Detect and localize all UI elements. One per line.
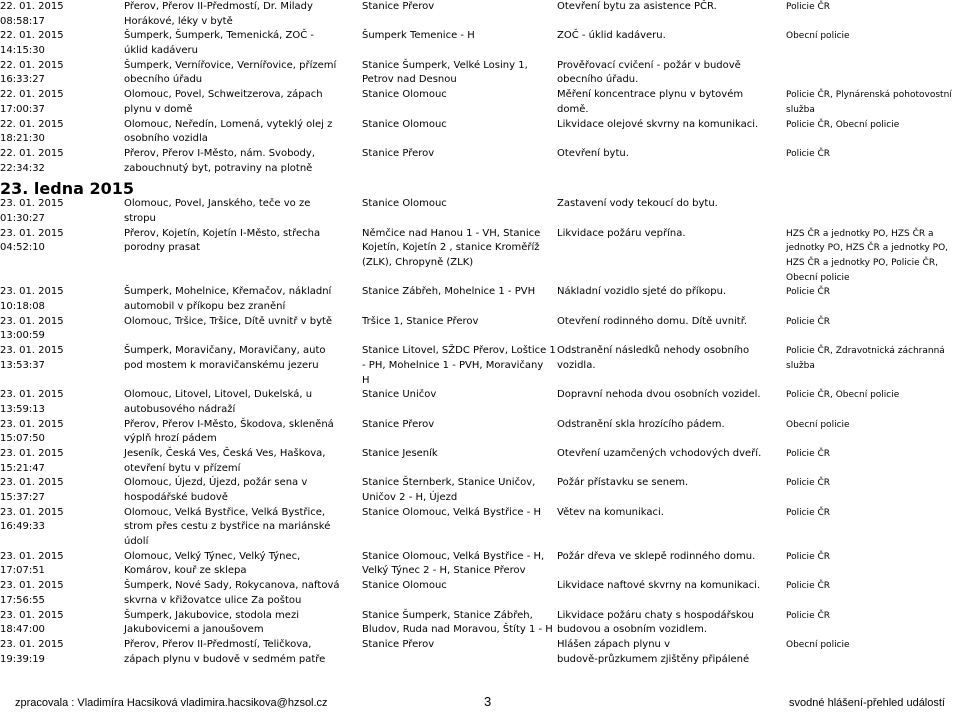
incident-location-line: automobil v příkopu bez zranění <box>124 301 286 313</box>
cooperating-agencies-line: Policie ČR <box>786 148 830 159</box>
cooperating-agencies-line: Policie ČR <box>786 287 830 298</box>
event-description <box>557 344 786 388</box>
incident-location <box>124 118 362 147</box>
incident-time: 14:15:30 <box>0 45 45 57</box>
incident-datetime <box>0 418 124 447</box>
event-description <box>557 638 786 667</box>
incident-row <box>0 418 960 447</box>
incident-location-line: autobusového nádraží <box>124 403 236 415</box>
incident-datetime <box>0 197 124 226</box>
responding-units <box>362 118 557 147</box>
event-description-line: Větev na komunikaci. <box>557 506 664 518</box>
incident-location-line: Přerov, Přerov II-Předmostí, Dr. Milady <box>124 1 313 12</box>
incident-location <box>124 285 362 314</box>
incident-datetime <box>0 88 124 117</box>
incident-row <box>0 88 960 117</box>
incident-row <box>0 227 960 286</box>
day-heading: 23. ledna 2015 <box>0 179 134 199</box>
incident-time: 04:52:10 <box>0 242 45 254</box>
incident-time: 17:56:55 <box>0 594 45 606</box>
incident-location-line: výplň hrozí pádem <box>124 433 217 445</box>
incident-datetime <box>0 638 124 667</box>
incident-datetime <box>0 227 124 286</box>
incident-location-line: Olomouc, Velký Týnec, Velký Týnec, <box>124 550 301 562</box>
cooperating-agencies-line: Policie ČR <box>786 478 830 489</box>
event-description <box>557 227 786 286</box>
responding-units-line: Stanice Šumperk, Stanice Zábřeh, <box>362 609 533 621</box>
responding-units <box>362 418 557 447</box>
incident-datetime <box>0 315 124 344</box>
responding-units <box>362 388 557 417</box>
event-description <box>557 29 786 58</box>
incident-location <box>124 59 362 88</box>
incident-row <box>0 476 960 505</box>
incident-time: 13:59:13 <box>0 403 45 415</box>
incident-location <box>124 550 362 579</box>
event-description <box>557 118 786 147</box>
incident-date: 23. 01. 2015 <box>0 447 64 459</box>
incident-location-line: Olomouc, Újezd, Újezd, požár sena v <box>124 477 308 489</box>
cooperating-agencies <box>786 550 960 579</box>
incident-datetime <box>0 476 124 505</box>
responding-units <box>362 88 557 117</box>
incident-location-line: Horákové, léky v bytě <box>124 15 233 27</box>
event-description-line: Likvidace naftové skvrny na komunikaci. <box>557 580 761 592</box>
incident-location-line: pod mostem k moravičanskému jezeru <box>124 359 319 371</box>
incident-location <box>124 476 362 505</box>
responding-units <box>362 59 557 88</box>
incident-time: 16:49:33 <box>0 521 45 533</box>
event-description <box>557 285 786 314</box>
incident-location-line: Olomouc, Povel, Schweitzerova, zápach <box>124 89 323 101</box>
incident-row <box>0 0 960 29</box>
incident-location-line: Olomouc, Velká Bystřice, Velká Bystřice, <box>124 506 326 518</box>
incident-date: 23. 01. 2015 <box>0 315 64 327</box>
incident-location <box>124 609 362 638</box>
incident-time: 01:30:27 <box>0 212 45 224</box>
incident-row <box>0 550 960 579</box>
cooperating-agencies <box>786 0 960 29</box>
incident-time: 13:00:59 <box>0 330 45 342</box>
responding-units-line: Stanice Olomouc <box>362 89 447 101</box>
incident-location-line: plynu v domě <box>124 103 193 115</box>
event-description-line: budově-průzkumem zjištěny připálené <box>557 653 750 665</box>
incident-row <box>0 285 960 314</box>
event-description-line: domě. <box>557 103 589 115</box>
responding-units-line: Stanice Olomouc <box>362 118 447 130</box>
cooperating-agencies <box>786 88 960 117</box>
cooperating-agencies-line: Policie ČR <box>786 551 830 562</box>
incident-location <box>124 638 362 667</box>
incident-location-line: Olomouc, Povel, Janského, teče vo ze <box>124 198 311 210</box>
incident-table-22-january <box>0 0 960 176</box>
event-description-line: Otevření bytu. <box>557 147 629 159</box>
incident-date: 23. 01. 2015 <box>0 389 64 401</box>
cooperating-agencies-line: Policie ČR, Zdravotnická záchranná <box>786 346 945 357</box>
incident-row <box>0 638 960 667</box>
cooperating-agencies <box>786 506 960 550</box>
footer-author: zpracovala : Vladimíra Hacsiková vladimira.hacsikova@hzsol.cz <box>15 697 328 709</box>
incident-row <box>0 29 960 58</box>
incident-row <box>0 579 960 608</box>
responding-units <box>362 638 557 667</box>
incident-location-line: Šumperk, Jakubovice, stodola mezi <box>124 609 299 621</box>
incident-location-line: Přerov, Kojetín, Kojetín I-Město, střecha <box>124 227 321 239</box>
event-description-line: Otevření uzamčených vchodových dveří. <box>557 447 762 459</box>
incident-date: 23. 01. 2015 <box>0 550 64 562</box>
incident-datetime <box>0 344 124 388</box>
responding-units <box>362 550 557 579</box>
event-description-line: Hlášen zápach plynu v <box>557 638 670 650</box>
responding-units <box>362 315 557 344</box>
responding-units-line: Stanice Jeseník <box>362 447 438 459</box>
event-description-line: Dopravní nehoda dvou osobních vozidel. <box>557 389 761 401</box>
cooperating-agencies <box>786 147 960 176</box>
incident-location-line: Přerov, Přerov I-Město, nám. Svobody, <box>124 147 315 159</box>
incident-row <box>0 59 960 88</box>
event-description <box>557 59 786 88</box>
incident-location-line: Šumperk, Vernířovice, Vernířovice, přízemí <box>124 59 337 71</box>
incident-location <box>124 447 362 476</box>
event-description-line: budovou a osobním vozidlem. <box>557 624 708 636</box>
incident-datetime <box>0 388 124 417</box>
cooperating-agencies-line: Policie ČR <box>786 581 830 592</box>
incident-location <box>124 506 362 550</box>
event-description-line: Nákladní vozidlo sjeté do příkopu. <box>557 286 727 298</box>
cooperating-agencies-line: HZS ČR a jednotky PO, HZS ČR a <box>786 228 934 239</box>
cooperating-agencies <box>786 29 960 58</box>
incident-date: 23. 01. 2015 <box>0 345 64 357</box>
event-description <box>557 609 786 638</box>
cooperating-agencies-line: Obecní policie <box>786 272 850 283</box>
incident-time: 08:58:17 <box>0 15 45 27</box>
event-description-line: Prověřovací cvičení - požár v budově <box>557 59 741 71</box>
event-description-line: Likvidace olejové skvrny na komunikaci. <box>557 118 759 130</box>
page-footer <box>0 695 960 711</box>
responding-units-line: Stanice Olomouc, Velká Bystřice - H, <box>362 550 545 562</box>
event-description <box>557 88 786 117</box>
incident-location-line: Přerov, Přerov I-Město, Škodova, skleněná <box>124 418 334 430</box>
incident-location <box>124 315 362 344</box>
incident-datetime <box>0 285 124 314</box>
responding-units-line: Stanice Olomouc <box>362 198 447 210</box>
event-description-line: Zastavení vody tekoucí do bytu. <box>557 198 718 210</box>
cooperating-agencies <box>786 315 960 344</box>
cooperating-agencies-line: Policie ČR, Obecní policie <box>786 119 900 130</box>
event-description-line: Požár dřeva ve sklepě rodinného domu. <box>557 550 756 562</box>
cooperating-agencies-line: Obecní policie <box>786 639 850 650</box>
event-description <box>557 0 786 29</box>
responding-units-line: Velký Týnec 2 - H, Stanice Přerov <box>362 565 526 577</box>
responding-units <box>362 476 557 505</box>
incident-date: 23. 01. 2015 <box>0 638 64 650</box>
incident-location-line: Šumperk, Šumperk, Temenická, ZOČ - <box>124 30 315 42</box>
incident-time: 18:47:00 <box>0 624 45 636</box>
incident-time: 17:00:37 <box>0 103 45 115</box>
incident-date: 22. 01. 2015 <box>0 118 64 130</box>
event-description-line: Odstranění následků nehody osobního <box>557 345 750 357</box>
cooperating-agencies <box>786 197 960 226</box>
responding-units-line: Stanice Přerov <box>362 1 435 12</box>
incident-location <box>124 418 362 447</box>
incident-date: 22. 01. 2015 <box>0 30 64 42</box>
incident-date: 22. 01. 2015 <box>0 147 64 159</box>
incident-date: 23. 01. 2015 <box>0 227 64 239</box>
incident-location-line: hospodářské budově <box>124 492 228 503</box>
responding-units-line: Stanice Olomouc <box>362 580 447 592</box>
responding-units-line: Stanice Litovel, SŽDC Přerov, Loštice 1 <box>362 345 556 357</box>
responding-units-line: Stanice Přerov <box>362 638 435 650</box>
responding-units-line: Stanice Šumperk, Velké Losiny 1, <box>362 59 528 71</box>
incident-row <box>0 388 960 417</box>
incident-date: 23. 01. 2015 <box>0 477 64 489</box>
responding-units-line: Petrov nad Desnou <box>362 74 457 86</box>
incident-location-line: otevření bytu v přízemí <box>124 462 241 474</box>
cooperating-agencies <box>786 388 960 417</box>
cooperating-agencies-line: Policie ČR <box>786 316 830 327</box>
event-description-line: Likvidace požáru vepřína. <box>557 227 686 239</box>
footer-report-title: svodné hlášení-přehled událostí <box>789 697 945 709</box>
event-description-line: Otevření rodinného domu. Dítě uvnitř. <box>557 315 748 327</box>
incident-datetime <box>0 579 124 608</box>
incident-datetime <box>0 29 124 58</box>
incident-location-line: Přerov, Přerov II-Předmostí, Teličkova, <box>124 638 312 650</box>
incident-date: 23. 01. 2015 <box>0 609 64 621</box>
incident-row <box>0 197 960 226</box>
incident-location <box>124 579 362 608</box>
incident-datetime <box>0 118 124 147</box>
incident-time: 17:07:51 <box>0 565 45 577</box>
incident-location-line: Olomouc, Neředín, Lomená, vyteklý olej z <box>124 118 333 130</box>
responding-units <box>362 227 557 286</box>
incident-row <box>0 506 960 550</box>
incident-location <box>124 388 362 417</box>
cooperating-agencies-line: Obecní policie <box>786 31 850 42</box>
responding-units-line: Stanice Přerov <box>362 418 435 430</box>
responding-units-line: Stanice Uničov <box>362 389 437 401</box>
incident-datetime <box>0 447 124 476</box>
incident-table-23-january <box>0 197 960 667</box>
cooperating-agencies <box>786 59 960 88</box>
incident-location-line: Olomouc, Tršice, Tršice, Dítě uvnitř v bytě <box>124 315 333 327</box>
responding-units <box>362 609 557 638</box>
cooperating-agencies <box>786 344 960 388</box>
incident-time: 16:33:27 <box>0 74 45 86</box>
responding-units-line: Stanice Přerov <box>362 147 435 159</box>
incident-location <box>124 0 362 29</box>
cooperating-agencies <box>786 418 960 447</box>
cooperating-agencies-line: Obecní policie <box>786 419 850 430</box>
incident-location <box>124 147 362 176</box>
responding-units-line: Stanice Zábřeh, Mohelnice 1 - PVH <box>362 286 536 298</box>
incident-location <box>124 88 362 117</box>
incident-row <box>0 147 960 176</box>
cooperating-agencies-line: Policie ČR, Plynárenská pohotovostní <box>786 90 952 101</box>
responding-units-line: Uničov 2 - H, Újezd <box>362 492 458 503</box>
responding-units <box>362 0 557 29</box>
incident-time: 15:07:50 <box>0 433 45 445</box>
responding-units <box>362 506 557 550</box>
incident-location <box>124 344 362 388</box>
cooperating-agencies-line: Policie ČR, Obecní policie <box>786 390 900 401</box>
responding-units-line: - PH, Mohelnice 1 - PVH, Moravičany <box>362 359 544 371</box>
page-number: 3 <box>484 694 492 709</box>
incident-date: 23. 01. 2015 <box>0 418 64 430</box>
incident-time: 18:21:30 <box>0 133 45 145</box>
incident-location-line: Jakubovicemi a janoušovem <box>124 624 264 636</box>
incident-location-line: obecního úřadu <box>124 74 203 86</box>
responding-units-line: Stanice Olomouc, Velká Bystřice - H <box>362 506 542 518</box>
event-description-line: Odstranění skla hrozícího pádem. <box>557 418 725 430</box>
incident-location-line: úklid kadáveru <box>124 45 198 57</box>
cooperating-agencies <box>786 227 960 286</box>
incident-datetime <box>0 0 124 29</box>
responding-units <box>362 29 557 58</box>
incident-row <box>0 344 960 388</box>
incident-row <box>0 447 960 476</box>
cooperating-agencies-line: Policie ČR <box>786 507 830 518</box>
responding-units-line: Kojetín, Kojetín 2 , stanice Kroměříž <box>362 242 540 254</box>
responding-units-line: Němčice nad Hanou 1 - VH, Stanice <box>362 227 541 239</box>
cooperating-agencies-line: služba <box>786 104 815 115</box>
event-description <box>557 197 786 226</box>
incident-location-line: Olomouc, Litovel, Litovel, Dukelská, u <box>124 389 313 401</box>
responding-units <box>362 579 557 608</box>
incident-location-line: Jeseník, Česká Ves, Česká Ves, Haškova, <box>124 447 326 459</box>
incident-datetime <box>0 59 124 88</box>
event-description <box>557 579 786 608</box>
incident-date: 22. 01. 2015 <box>0 89 64 101</box>
incident-row <box>0 315 960 344</box>
incident-location-line: Komárov, kouř ze sklepa <box>124 565 247 577</box>
incident-location-line: strom přes cestu z bystřice na mariánské <box>124 521 331 533</box>
cooperating-agencies-line: Policie ČR <box>786 610 830 621</box>
event-description <box>557 147 786 176</box>
cooperating-agencies <box>786 609 960 638</box>
responding-units-line: H <box>362 374 370 386</box>
cooperating-agencies <box>786 476 960 505</box>
incident-time: 15:21:47 <box>0 462 45 474</box>
incident-location-line: osobního vozidla <box>124 133 208 145</box>
incident-date: 23. 01. 2015 <box>0 286 64 298</box>
responding-units-line: Šumperk Temenice - H <box>362 30 475 42</box>
incident-location <box>124 197 362 226</box>
cooperating-agencies-line: služba <box>786 360 815 371</box>
incident-location-line: zápach plynu v budově v sedmém patře <box>124 653 326 665</box>
event-description-line: vozidla. <box>557 359 596 371</box>
incident-time: 19:39:19 <box>0 653 45 665</box>
incident-location-line: Šumperk, Mohelnice, Křemačov, nákladní <box>124 286 332 298</box>
incident-datetime <box>0 506 124 550</box>
incident-date: 23. 01. 2015 <box>0 580 64 592</box>
incident-location <box>124 29 362 58</box>
event-description <box>557 418 786 447</box>
incident-datetime <box>0 147 124 176</box>
cooperating-agencies-line: Policie ČR <box>786 2 830 12</box>
responding-units-line: Tršice 1, Stanice Přerov <box>362 315 479 327</box>
responding-units-line: Bludov, Ruda nad Moravou, Štíty 1 - H <box>362 624 553 636</box>
responding-units <box>362 447 557 476</box>
responding-units <box>362 344 557 388</box>
event-description-line: obecního úřadu. <box>557 74 639 86</box>
incident-row <box>0 609 960 638</box>
cooperating-agencies <box>786 118 960 147</box>
incident-date: 22. 01. 2015 <box>0 1 64 12</box>
incident-location-line: stropu <box>124 212 156 224</box>
event-description <box>557 476 786 505</box>
incident-time: 15:37:27 <box>0 492 45 503</box>
incident-location-line: porodny prasat <box>124 242 201 254</box>
event-description-line: Otevření bytu za asistence PČR. <box>557 1 717 12</box>
event-description <box>557 506 786 550</box>
event-description <box>557 550 786 579</box>
incident-time: 13:53:37 <box>0 359 45 371</box>
event-description-line: Požár přístavku se senem. <box>557 477 689 489</box>
incident-location-line: Šumperk, Moravičany, Moravičany, auto <box>124 345 326 357</box>
incident-location-line: Šumperk, Nové Sady, Rokycanova, naftová <box>124 580 340 592</box>
cooperating-agencies <box>786 579 960 608</box>
event-description <box>557 447 786 476</box>
incident-date: 22. 01. 2015 <box>0 59 64 71</box>
incident-row <box>0 118 960 147</box>
event-description <box>557 315 786 344</box>
incident-location-line: skvrna v křižovatce ulice Za poštou <box>124 594 302 606</box>
responding-units <box>362 147 557 176</box>
event-description-line: Měření koncentrace plynu v bytovém <box>557 89 744 101</box>
incident-location-line: zabouchnutý byt, potraviny na plotně <box>124 162 313 174</box>
incident-date: 23. 01. 2015 <box>0 506 64 518</box>
cooperating-agencies <box>786 447 960 476</box>
cooperating-agencies <box>786 285 960 314</box>
responding-units-line: Stanice Šternberk, Stanice Uničov, <box>362 477 536 489</box>
incident-time: 22:34:32 <box>0 162 45 174</box>
cooperating-agencies <box>786 638 960 667</box>
cooperating-agencies-line: HZS ČR a jednotky PO, Policie ČR, <box>786 258 938 268</box>
incident-location-line: údolí <box>124 536 149 548</box>
event-description-line: ZOČ - úklid kadáveru. <box>557 30 666 42</box>
incident-location <box>124 227 362 286</box>
event-description <box>557 388 786 417</box>
incident-datetime <box>0 550 124 579</box>
event-description-line: Likvidace požáru chaty s hospodářskou <box>557 609 754 621</box>
incident-time: 10:18:08 <box>0 301 45 313</box>
incident-date: 23. 01. 2015 <box>0 198 64 210</box>
cooperating-agencies-line: jednotky PO, HZS ČR a jednotky PO, <box>786 243 949 254</box>
responding-units-line: (ZLK), Chropyně (ZLK) <box>362 257 474 268</box>
responding-units <box>362 285 557 314</box>
incident-datetime <box>0 609 124 638</box>
cooperating-agencies-line: Policie ČR <box>786 448 830 459</box>
responding-units <box>362 197 557 226</box>
